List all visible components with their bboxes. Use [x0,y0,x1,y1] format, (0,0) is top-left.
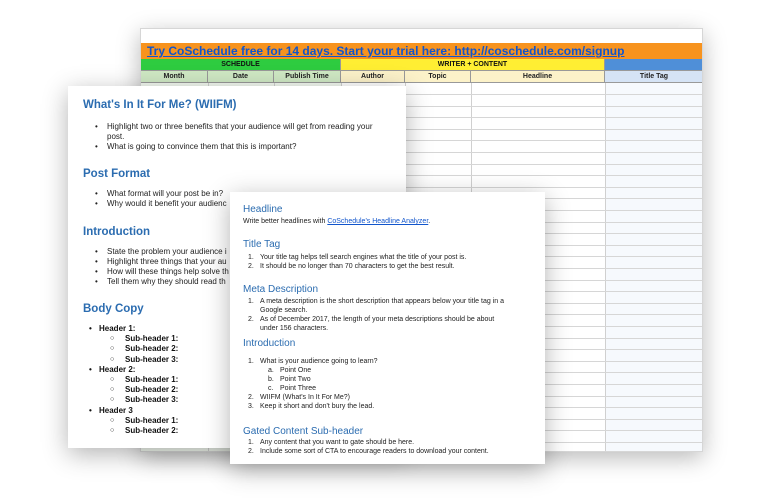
list-item: Include some sort of CTA to encourage readers to download your content. [260,448,489,455]
gated-content-list [248,438,489,456]
wiifm-bullet-continued [95,132,372,142]
introduction-heading: Introduction [83,226,151,238]
headline-text [243,217,430,226]
post-format-heading: Post Format [83,168,151,180]
gated-content-heading: Gated Content Sub-header [243,426,364,437]
wiifm-bullet-continued-text: post. [107,132,125,141]
list-item: As of December 2017, the length of your meta descriptions should be about [260,316,495,323]
list-item: What is your audience going to learn? [260,358,378,365]
writer-content-group-header: WRITER + CONTENT [341,59,605,71]
list-letter: a. [268,367,274,374]
post-format-bullets [95,189,227,209]
schedule-group-header: SCHEDULE [141,59,341,71]
title-tag-list [248,253,466,271]
headline-text-suffix: . [428,218,431,225]
body-subheader: ○ Sub-header 3: [87,355,178,365]
list-number: 1. [248,358,254,365]
seo-introduction-list [248,357,378,411]
seo-outline-document [230,192,545,464]
introduction-bullet: • How will these things help solve th [95,267,229,277]
list-item: WIIFM (What's In It For Me?) [260,394,351,401]
column-header-topic[interactable]: Topic [405,71,471,83]
post-format-bullet: • Why would it benefit your audienc [95,199,227,209]
body-subheader: ○ Sub-header 1: [87,375,178,385]
list-number: 1. [248,254,254,261]
body-subheader: ○ Sub-header 2: [87,426,178,436]
post-format-bullet: • What format will your post be in? [95,189,227,199]
list-item: A meta description is the short description that appears below your title tag in a [260,298,504,305]
seo-introduction-heading: Introduction [243,338,296,349]
seo-group-header [605,59,703,71]
wiifm-bullet: • What is going to convince them that this is important? [95,142,372,152]
list-subitem: Point One [280,367,312,374]
introduction-bullets [95,247,229,287]
introduction-bullet: • State the problem your audience i [95,247,229,257]
title-tag-heading: Title Tag [243,239,281,250]
body-copy-outline [87,324,178,436]
list-item-continued: under 156 characters. [260,325,329,332]
body-subheader: ○ Sub-header 3: [87,395,178,405]
column-header-title-tag[interactable]: Title Tag [605,71,703,83]
list-subitem: Point Three [280,385,317,392]
list-item: Keep it short and don't bury the lead. [260,403,375,410]
introduction-bullet: • Tell them why they should read th [95,277,229,287]
column-header-date[interactable]: Date [208,71,274,83]
column-header-headline[interactable]: Headline [471,71,605,83]
body-subheader: ○ Sub-header 2: [87,344,178,354]
list-item-continued: Google search. [260,307,308,314]
list-number: 2. [248,448,254,455]
wiifm-bullets [95,122,372,152]
list-number: 2. [248,263,254,270]
body-header-2: • Header 2: [87,365,178,375]
headline-heading: Headline [243,204,283,215]
list-item: It should be no longer than 70 characters to get the best result. [260,263,455,270]
list-letter: b. [268,376,274,383]
body-subheader: ○ Sub-header 1: [87,416,178,426]
column-header-month[interactable]: Month [141,71,208,83]
body-subheader: ○ Sub-header 2: [87,385,178,395]
trial-banner-link[interactable]: Try CoSchedule free for 14 days. Start your trial here: http://coschedule.com/signup [141,43,703,59]
body-header-1: • Header 1: [87,324,178,334]
list-number: 2. [248,316,254,323]
body-subheader: ○ Sub-header 1: [87,334,178,344]
list-number: 1. [248,439,254,446]
meta-description-heading: Meta Description [243,284,319,295]
list-item: Your title tag helps tell search engines what the title of your post is. [260,254,467,261]
list-subitem: Point Two [280,376,311,383]
list-letter: c. [268,385,274,392]
meta-description-list [248,297,504,333]
headline-analyzer-link[interactable]: CoSchedule's Headline Analyzer [327,218,429,225]
list-item: Any content that you want to gate should be here. [260,439,415,446]
body-copy-heading: Body Copy [83,303,144,315]
wiifm-bullet: • Highlight two or three benefits that your audience will get from reading your [95,122,372,132]
wiifm-heading: What's In It For Me? (WIIFM) [83,99,237,111]
list-number: 2. [248,394,254,401]
body-header-3: • Header 3 [87,406,178,416]
column-header-publish-time[interactable]: Publish Time [274,71,341,83]
list-number: 3. [248,403,254,410]
column-header-author[interactable]: Author [341,71,405,83]
introduction-bullet: • Highlight three things that your au [95,257,229,267]
list-number: 1. [248,298,254,305]
headline-text-prefix: Write better headlines with [243,218,328,225]
